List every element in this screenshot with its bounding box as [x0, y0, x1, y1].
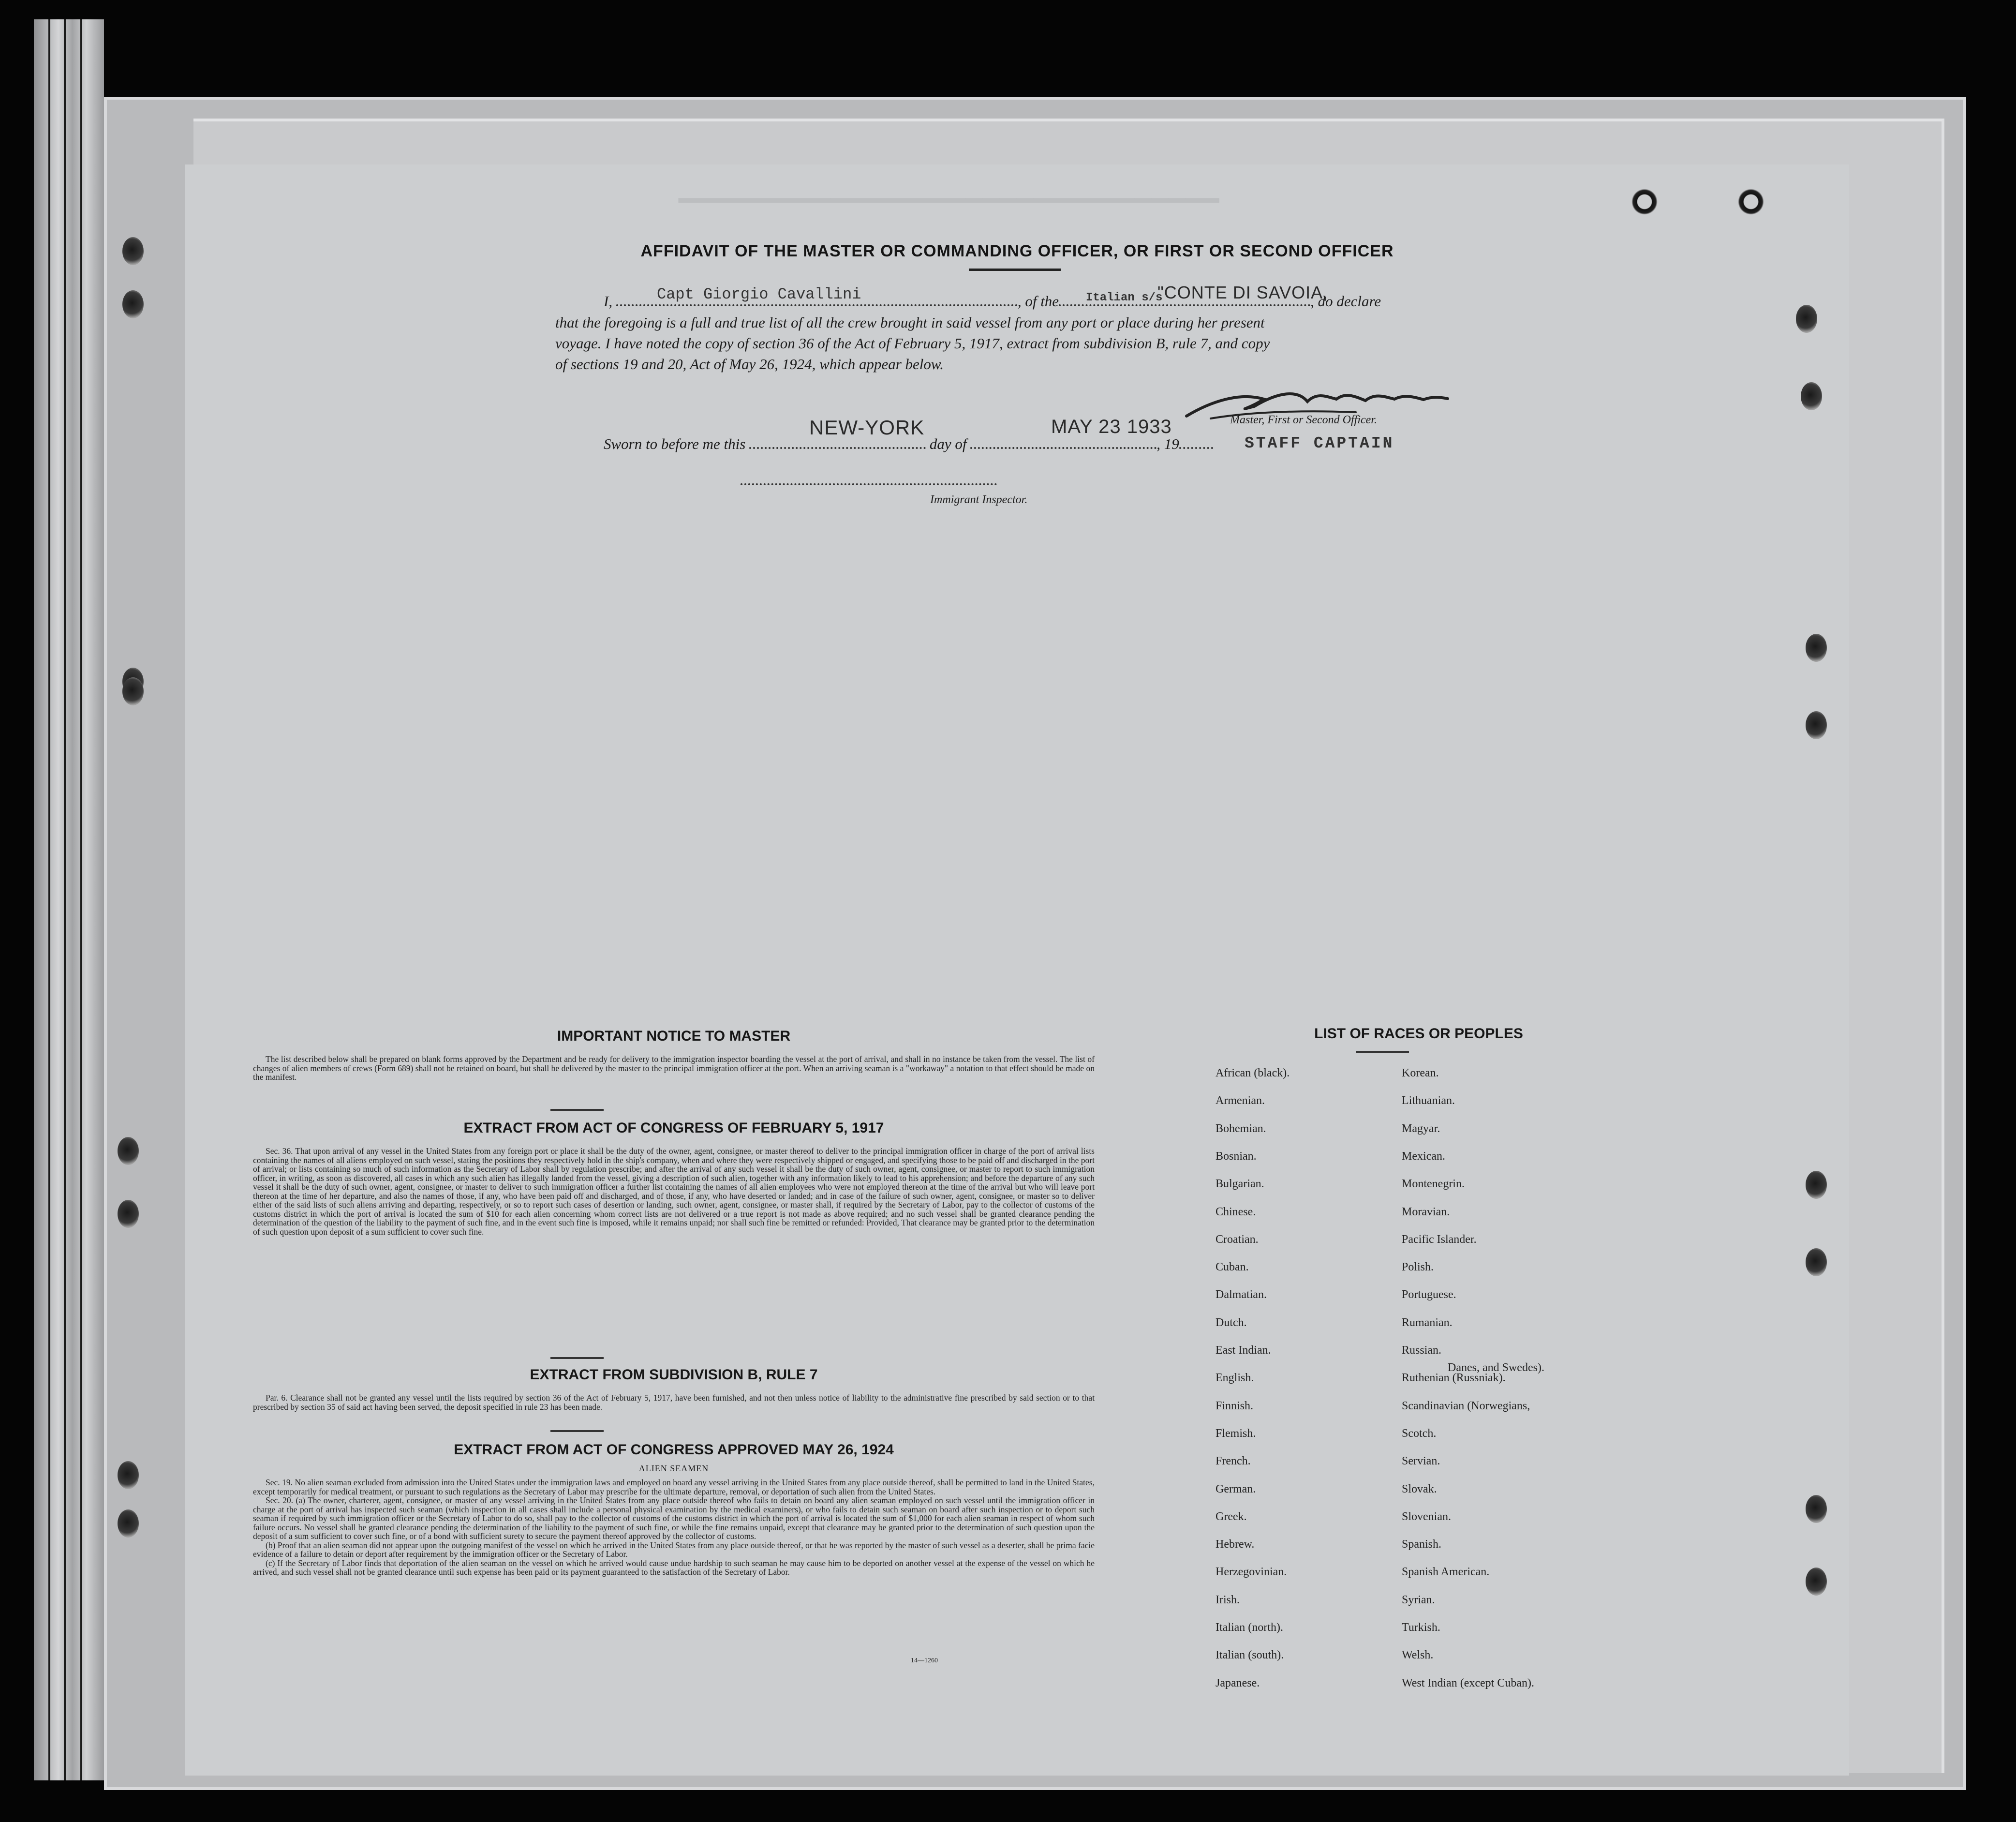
subdivision-title: EXTRACT FROM SUBDIVISION B, RULE 7 — [530, 1367, 818, 1383]
race-item: Korean. — [1402, 1067, 1439, 1079]
extract-1917-body: Sec. 36. That upon arrival of any vessel in the United States from any foreign port or place it shall be the duty of the owner, agent, consignee, or master thereof to deliver to the principal immigration officer in charge of the port of arrival lists containing the names of all aliens employed on such vessel, stating the positions they respectively hold in the ship's company, when and where they were respectively shipped or engaged, and specifying those to be paid off and discharged in the port of arrival; or lists containing so much of such information as the Secretary of Labor shall by regulation prescribe; and after the arrival of any such vessel it shall be the duty of such owner, agent, consignee, or master to report to such immigration officer, in writing, as soon as discovered, all cases in which any such alien has illegally landed from the vessel, giving a description of such alien, together with any information likely to lead to his apprehension; and before the departure of any such vessel it shall be the duty of such owner, agent, consignee, or master to deliver to such immigration officer a further list containing the names of all alien employees who were not employed thereon at the time of the arrival but who will leave port thereon at the time of her departure, and also the names of those, if any, who have been paid off and discharged, and of those, if any, who have deserted or landed; and in case of the failure of such owner, agent, consignee, or master so to deliver either of the said lists of such aliens arriving and departing, respectively, or so to report such cases of desertion or landing, such owner, agent, consignee, or master shall, if required by the Secretary of Labor, pay to the collector of customs of the customs district in which the port of arrival is located the sum of $10 for each alien concerning whom correct lists are not delivered or a true report is not made as above required; and no such vessel shall be granted clearance pending the determination of the question of the liability to the payment of such fine, and in the event such fine is imposed, while it remains unpaid; nor shall such fine be remitted or refunded: Provided, That clearance may be granted prior to the determination of such question upon deposit of a sum sufficient to cover such fine. — [253, 1146, 1095, 1237]
race-item: Montenegrin. — [1402, 1178, 1465, 1191]
races-scandinavian-cont: Danes, and Swedes). — [1448, 1361, 1544, 1374]
punch-hole — [1806, 1568, 1827, 1596]
affidavit-line2: that the foregoing is a full and true list of all the crew brought in said vessel from any port or place during her present — [555, 314, 1265, 331]
punch-hole — [122, 237, 144, 265]
extract-1924-body — [253, 1478, 1095, 1577]
punch-hole — [1806, 1495, 1827, 1523]
race-item: Magyar. — [1402, 1122, 1440, 1135]
title-rule — [969, 269, 1061, 271]
race-item: Slovenian. — [1402, 1510, 1451, 1523]
race-item: Japanese. — [1216, 1676, 1260, 1689]
punch-hole — [1796, 305, 1817, 333]
race-item: English. — [1216, 1372, 1254, 1385]
affidavit-title: AFFIDAVIT OF THE MASTER OR COMMANDING OFFICER, OR FIRST OR SECOND OFFICER — [640, 242, 1394, 260]
race-item: Bosnian. — [1216, 1150, 1257, 1163]
punch-hole — [1806, 634, 1827, 662]
race-item: Cuban. — [1216, 1261, 1249, 1274]
race-item: Lithuanian. — [1402, 1094, 1455, 1107]
punch-hole — [118, 1461, 139, 1489]
race-item: West Indian (except Cuban). — [1402, 1676, 1534, 1689]
race-item: Mexican. — [1402, 1150, 1445, 1163]
race-item: Slovak. — [1402, 1482, 1437, 1495]
alien-seamen-subtitle: ALIEN SEAMEN — [638, 1464, 709, 1473]
race-item: Italian (south). — [1216, 1649, 1284, 1662]
divider — [550, 1430, 604, 1432]
notice-title: IMPORTANT NOTICE TO MASTER — [557, 1028, 791, 1044]
race-item: Herzegovinian. — [1216, 1566, 1287, 1579]
punch-hole — [1631, 189, 1658, 215]
race-item: Spanish American. — [1402, 1566, 1490, 1579]
race-item: Pacific Islander. — [1402, 1233, 1477, 1246]
signature-caption: Master, First or Second Officer. — [1230, 414, 1377, 426]
punch-hole — [118, 1137, 139, 1165]
race-item: African (black). — [1216, 1067, 1290, 1079]
sec20c-paragraph: (c) If the Secretary of Labor finds that deportation of the alien seaman on the vessel on which he arrived would cause undue hardship to such seaman he may cause him to be deported on another vessel at the expense of the vessel on which he arrived, and such vessel shall not be granted clearance until such expense has been paid or its payment guaranteed to the satisfaction of the Secretary of Labor. — [253, 1558, 1095, 1577]
punch-hole — [118, 1509, 139, 1538]
race-item: Scandinavian (Norwegians, — [1402, 1399, 1530, 1412]
race-item: Chinese. — [1216, 1205, 1256, 1218]
race-item: French. — [1216, 1455, 1251, 1468]
divider — [550, 1357, 604, 1359]
extract-1924-title: EXTRACT FROM ACT OF CONGRESS APPROVED MAY 26, 1924 — [454, 1442, 894, 1458]
race-item: Bohemian. — [1216, 1122, 1266, 1135]
race-item: Hebrew. — [1216, 1538, 1255, 1551]
inspector-caption: Immigrant Inspector. — [930, 493, 1028, 506]
race-item: Welsh. — [1402, 1649, 1434, 1662]
punch-hole — [122, 290, 144, 318]
race-item: Turkish. — [1402, 1621, 1440, 1634]
punch-hole — [122, 677, 144, 705]
punch-hole — [1801, 382, 1822, 410]
sworn-place-stamp: NEW-YORK — [809, 416, 925, 439]
bleed-through: ━━━━━━━━━━━━━━━━━━━━━━━━━━━━━━━━ — [679, 187, 1219, 219]
race-item: Dalmatian. — [1216, 1288, 1267, 1301]
sec20b-paragraph: (b) Proof that an alien seaman did not appear upon the outgoing manifest of the vessel on which he arrived in the United States from any place outside thereof, or that he was reported by the master of such vessel as a deserter, shall be prima facie evidence of a failure to detain or deport after requirement by the immigration officer or the Secretary of Labor. — [253, 1540, 1095, 1559]
affidavit-line1: I, , of the , do declare — [604, 293, 1381, 310]
race-item: East Indian. — [1216, 1344, 1271, 1357]
race-item: Servian. — [1402, 1455, 1440, 1468]
race-item: Portuguese. — [1402, 1288, 1456, 1301]
affidavit-line4: of sections 19 and 20, Act of May 26, 1924, which appear below. — [555, 356, 944, 373]
form-number: 14—1260 — [911, 1657, 938, 1664]
inspector-line — [741, 483, 997, 485]
master-name: Capt Giorgio Cavallini — [657, 285, 861, 303]
vessel-name: "CONTE DI SAVOIA, — [1157, 283, 1329, 302]
race-item: German. — [1216, 1482, 1256, 1495]
officer-title: STAFF CAPTAIN — [1245, 434, 1394, 452]
race-item: Syrian. — [1402, 1593, 1435, 1606]
affidavit-line3: voyage. I have noted the copy of section 36 of the Act of February 5, 1917, extract from subdivision B, rule 7, and copy — [555, 335, 1270, 352]
race-item: Moravian. — [1402, 1205, 1450, 1218]
race-item: Scotch. — [1402, 1427, 1437, 1440]
notice-body: The list described below shall be prepared on blank forms approved by the Department and be ready for delivery to the immigration inspector boarding the vessel at the port of arrival, and shall in no instance be taken from the vessel. The list of changes of alien members of crews (Form 689) shall not be retained on board, but shall be delivered by the master to the principal immigration officer at the port. When an arriving seaman is a "workaway" a notation to that effect should be made on the manifest. — [253, 1054, 1095, 1082]
sworn-date-stamp: MAY 23 1933 — [1051, 416, 1172, 437]
race-item: Spanish. — [1402, 1538, 1442, 1551]
race-item: Greek. — [1216, 1510, 1247, 1523]
race-item: Flemish. — [1216, 1427, 1256, 1440]
race-item: Finnish. — [1216, 1399, 1254, 1412]
punch-hole — [1806, 711, 1827, 739]
punch-hole — [1806, 1248, 1827, 1276]
race-item: Irish. — [1216, 1593, 1240, 1606]
sec20a-paragraph: Sec. 20. (a) The owner, charterer, agent, consignee, or master of any vessel arriving in the United States from any place outside thereof who fails to detain on board any alien seaman employed on such vessel until the immigration officer in charge at the port of arrival has inspected such seaman (which inspection in all cases shall include a personal physical examination by the medical examiners), or who fails to detain such seaman on board after such inspection or to deport such seaman if required by such immigration officer or the Secretary of Labor to do so, shall pay to the collector of customs of the customs district in which the port of arrival is located the sum of $1,000 for each alien seaman in respect of whom such failure occurs. No vessel shall be granted clearance pending the determination of the liability to the payment of such fine, or while the fine remains unpaid, except that clearance may be granted prior to the determination of such question upon the deposit of a sum sufficient to cover such fine, or of a bond with sufficient surety to secure the payment thereof approved by the collector of customs. — [253, 1495, 1095, 1541]
race-item: Dutch. — [1216, 1316, 1247, 1329]
manifest-page — [185, 164, 1849, 1776]
race-item: Croatian. — [1216, 1233, 1259, 1246]
races-title: LIST OF RACES OR PEOPLES — [1314, 1026, 1523, 1042]
race-item: Rumanian. — [1402, 1316, 1453, 1329]
race-item: Bulgarian. — [1216, 1178, 1264, 1191]
punch-hole — [1806, 1171, 1827, 1199]
binding-strip — [34, 19, 104, 1780]
race-item: Russian. — [1402, 1344, 1442, 1357]
race-item: Armenian. — [1216, 1094, 1265, 1107]
subdivision-body: Par. 6. Clearance shall not be granted any vessel until the lists required by section 36 of the Act of February 5, 1917, have been furnished, and not then unless notice of liability to the administrative fine prescribed by said section or to that prescribed by section 35 of said act having been served, the deposit specified in rule 23 has been made. — [253, 1393, 1095, 1412]
divider — [550, 1109, 604, 1111]
divider — [1356, 1051, 1409, 1053]
sec19-paragraph: Sec. 19. No alien seaman excluded from admission into the United States under the immigration laws and employed on board any vessel arriving in the United States from any place outside thereof, shall be permitted to land in the United States, except temporarily for medical treatment, or pursuant to such regulations as the Secretary of Labor may prescribe for the ultimate departure, removal, or deportation of such alien from the United States. — [253, 1478, 1095, 1496]
race-item: Ruthenian (Russniak). — [1402, 1372, 1506, 1385]
punch-hole — [1738, 189, 1764, 215]
race-item: Italian (north). — [1216, 1621, 1283, 1634]
sworn-line: Sworn to before me this day of , 19 — [604, 435, 1213, 453]
punch-hole — [118, 1200, 139, 1228]
race-item: Polish. — [1402, 1261, 1434, 1274]
extract-1917-title: EXTRACT FROM ACT OF CONGRESS OF FEBRUARY 5, 1917 — [463, 1120, 884, 1136]
vessel-prefix: Italian s/s — [1086, 291, 1163, 304]
